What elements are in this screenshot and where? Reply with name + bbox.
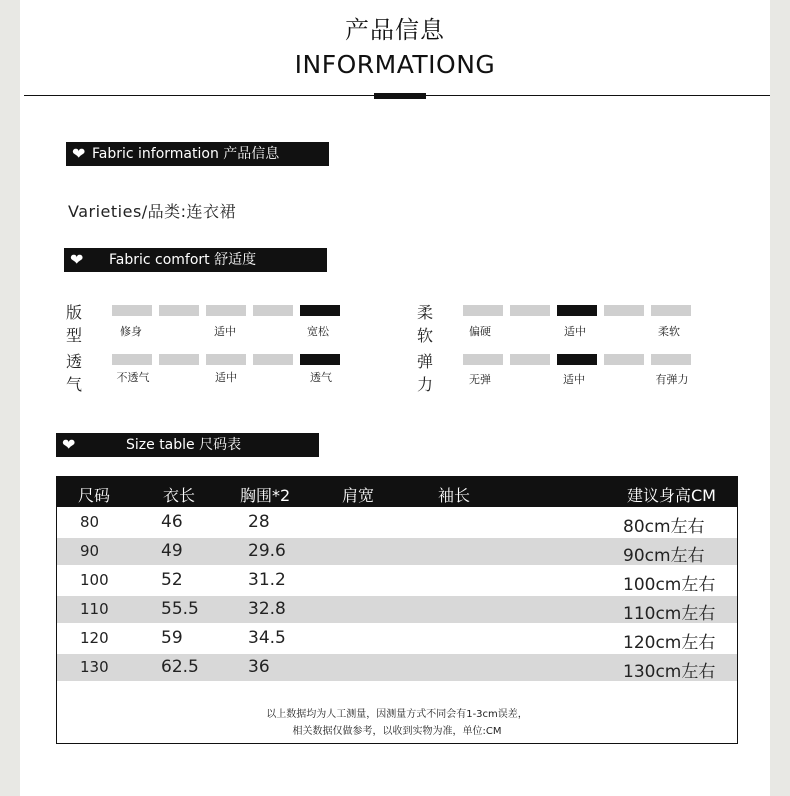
column-header: 胸围*2 <box>240 486 291 505</box>
rating-label-high: 透气 <box>310 371 332 384</box>
rating-label-mid: 适中 <box>563 373 585 386</box>
heart-icon: ❤ <box>72 144 86 163</box>
heart-icon: ❤ <box>62 435 76 454</box>
column-header: 建议身高CM <box>627 486 716 505</box>
chest-cell: 28 <box>248 512 270 532</box>
rating-segment <box>651 354 691 365</box>
length-cell: 46 <box>161 512 183 532</box>
height-cell: 100cm左右 <box>623 575 716 595</box>
note-line-2: 相关数据仅做参考，以收到实物为准，单位:CM <box>292 726 502 737</box>
column-header: 袖长 <box>438 486 471 505</box>
rating-segment <box>206 305 246 316</box>
rating-segment <box>604 305 644 316</box>
height-cell: 110cm左右 <box>623 604 716 624</box>
rating-name: 弹力 <box>417 352 434 394</box>
height-cell: 80cm左右 <box>623 517 705 537</box>
rating-segment <box>604 354 644 365</box>
rating-segment <box>651 305 691 316</box>
comfort-heading-label: Fabric comfort 舒适度 <box>109 252 257 268</box>
size-cell: 90 <box>80 542 100 560</box>
length-cell: 62.5 <box>161 657 199 677</box>
chest-cell: 32.8 <box>248 599 286 619</box>
rating-label-low: 偏硬 <box>469 325 491 338</box>
rating-segment <box>253 305 293 316</box>
page-title-en: INFORMATIONG <box>294 50 496 79</box>
height-cell: 90cm左右 <box>623 546 705 566</box>
table-row <box>57 625 737 652</box>
rating-label-high: 有弹力 <box>655 373 689 386</box>
rating-name: 柔软 <box>417 303 434 345</box>
length-cell: 59 <box>161 628 183 648</box>
rating-label-mid: 适中 <box>564 325 586 338</box>
rating-label-mid: 适中 <box>214 325 236 338</box>
note-line-1: 以上数据均为人工测量，因测量方式不同会有1-3cm误差， <box>266 709 528 720</box>
rating-segment-selected <box>557 354 597 365</box>
length-cell: 55.5 <box>161 599 199 619</box>
chest-cell: 36 <box>248 657 270 677</box>
rating-segment <box>463 305 503 316</box>
comfort-heading <box>64 248 327 272</box>
table-row <box>57 538 737 565</box>
rating-segment-selected <box>300 354 340 365</box>
rating-label-low: 修身 <box>120 325 142 338</box>
rating-segment-selected <box>300 305 340 316</box>
column-header: 尺码 <box>78 486 111 505</box>
table-row <box>57 567 737 594</box>
size-table-header <box>57 477 737 507</box>
length-cell: 49 <box>161 541 183 561</box>
rating-label-high: 柔软 <box>658 325 680 338</box>
table-row <box>57 509 737 536</box>
table-row <box>57 654 737 681</box>
rating-segment <box>510 305 550 316</box>
heart-icon: ❤ <box>70 250 84 269</box>
chest-cell: 29.6 <box>248 541 286 561</box>
size-cell: 80 <box>80 513 100 531</box>
rating-label-mid: 适中 <box>215 371 237 384</box>
size-cell: 110 <box>80 600 109 618</box>
size-table-heading <box>56 433 319 457</box>
height-cell: 120cm左右 <box>623 633 716 653</box>
header-divider-accent <box>374 93 426 99</box>
chest-cell: 34.5 <box>248 628 286 648</box>
fabric-info-heading <box>66 142 329 166</box>
page-title-cn: 产品信息 <box>345 16 445 44</box>
size-cell: 120 <box>80 629 109 647</box>
fabric-info-heading-label: Fabric information 产品信息 <box>92 146 280 162</box>
size-cell: 100 <box>80 571 109 589</box>
rating-label-high: 宽松 <box>307 325 329 338</box>
chest-cell: 31.2 <box>248 570 286 590</box>
height-cell: 130cm左右 <box>623 662 716 682</box>
rating-segment <box>112 354 152 365</box>
size-table-heading-label: Size table 尺码表 <box>126 437 242 453</box>
rating-name: 透气 <box>66 352 83 394</box>
rating-segment <box>159 354 199 365</box>
product-info-page <box>20 0 770 796</box>
rating-segment <box>159 305 199 316</box>
variety-text: Varieties/品类:连衣裙 <box>68 202 237 221</box>
column-header: 衣长 <box>163 486 196 505</box>
rating-segment <box>253 354 293 365</box>
rating-segment <box>510 354 550 365</box>
rating-label-low: 不透气 <box>116 371 150 384</box>
table-row <box>57 596 737 623</box>
column-header: 肩宽 <box>342 486 375 505</box>
measurement-note <box>57 695 737 743</box>
rating-name: 版型 <box>66 303 83 345</box>
length-cell: 52 <box>161 570 183 590</box>
rating-segment-selected <box>557 305 597 316</box>
rating-label-low: 无弹 <box>469 373 491 386</box>
rating-segment <box>112 305 152 316</box>
rating-segment <box>463 354 503 365</box>
size-cell: 130 <box>80 658 109 676</box>
rating-segment <box>206 354 246 365</box>
